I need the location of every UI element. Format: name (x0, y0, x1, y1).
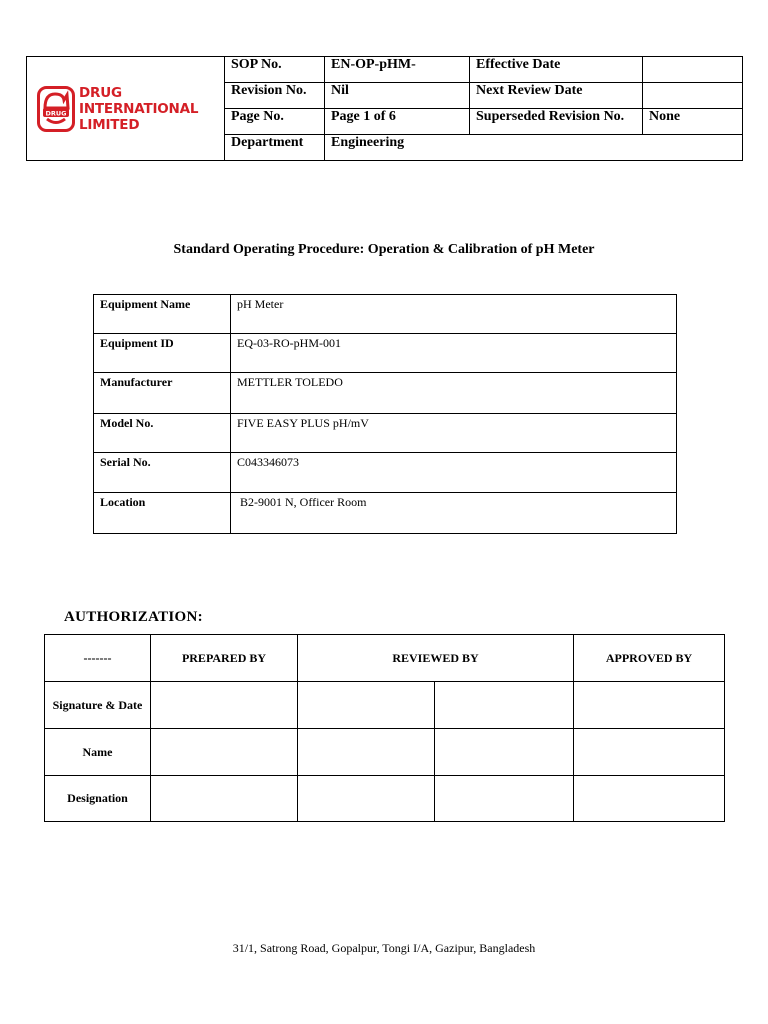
approved-signature-cell[interactable] (574, 682, 725, 729)
designation-label: Designation (45, 776, 151, 822)
prepared-name-cell[interactable] (151, 729, 298, 776)
prepared-signature-cell[interactable] (151, 682, 298, 729)
table-row (94, 414, 677, 453)
effective-date-label: Effective Date (470, 57, 643, 83)
serial-no-value: C043346073 (231, 453, 677, 493)
superseded-revision-label: Superseded Revision No. (470, 109, 643, 135)
table-row (45, 682, 725, 729)
manufacturer-value: METTLER TOLEDO (231, 373, 677, 414)
reviewed-signature-cell-2[interactable] (435, 682, 574, 729)
authorization-table (44, 634, 725, 822)
effective-date-value (643, 57, 743, 83)
location-value: B2-9001 N, Officer Room (231, 493, 677, 534)
reviewed-by-header: REVIEWED BY (298, 635, 574, 682)
name-label: Name (45, 729, 151, 776)
equipment-id-label: Equipment ID (94, 334, 231, 373)
table-row (94, 493, 677, 534)
approved-by-header: APPROVED BY (574, 635, 725, 682)
superseded-revision-value: None (643, 109, 743, 135)
equipment-name-value: pH Meter (231, 295, 677, 334)
table-row (94, 295, 677, 334)
equipment-name-label: Equipment Name (94, 295, 231, 334)
auth-header-placeholder: ------- (45, 635, 151, 682)
approved-name-cell[interactable] (574, 729, 725, 776)
prepared-designation-cell[interactable] (151, 776, 298, 822)
table-row (94, 334, 677, 373)
location-label: Location (94, 493, 231, 534)
logo-cell (27, 57, 225, 161)
table-row (45, 729, 725, 776)
table-row (94, 373, 677, 414)
logo-line-2: INTERNATIONAL (79, 100, 199, 117)
logo-line-1: DRUG (79, 84, 122, 101)
company-logo-icon (37, 86, 75, 132)
sop-no-label: SOP No. (225, 57, 325, 83)
signature-date-label: Signature & Date (45, 682, 151, 729)
equipment-table (93, 294, 677, 534)
equipment-id-value: EQ-03-RO-pHM-001 (231, 334, 677, 373)
reviewed-designation-cell-2[interactable] (435, 776, 574, 822)
sop-header-table (26, 56, 743, 161)
approved-designation-cell[interactable] (574, 776, 725, 822)
sop-no-value: EN-OP-pHM- (325, 57, 470, 83)
table-row (45, 776, 725, 822)
reviewed-name-cell-2[interactable] (435, 729, 574, 776)
document-title: Standard Operating Procedure: Operation & Calibration of pH Meter (173, 242, 595, 257)
reviewed-designation-cell-1[interactable] (298, 776, 435, 822)
table-row (45, 635, 725, 682)
serial-no-label: Serial No. (94, 453, 231, 493)
next-review-date-label: Next Review Date (470, 83, 643, 109)
department-label: Department (225, 135, 325, 161)
table-row (94, 453, 677, 493)
page-no-label: Page No. (225, 109, 325, 135)
revision-no-value: Nil (325, 83, 470, 109)
page-no-value: Page 1 of 6 (325, 109, 470, 135)
authorization-heading: AUTHORIZATION: (64, 609, 203, 625)
company-name (79, 85, 198, 133)
model-no-value: FIVE EASY PLUS pH/mV (231, 414, 677, 453)
manufacturer-label: Manufacturer (94, 373, 231, 414)
model-no-label: Model No. (94, 414, 231, 453)
reviewed-signature-cell-1[interactable] (298, 682, 435, 729)
prepared-by-header: PREPARED BY (151, 635, 298, 682)
logo-emblem-text: DRUG (45, 109, 67, 117)
reviewed-name-cell-1[interactable] (298, 729, 435, 776)
department-value: Engineering (325, 135, 743, 161)
next-review-date-value (643, 83, 743, 109)
logo-line-3: LIMITED (79, 116, 140, 133)
footer-address: 31/1, Satrong Road, Gopalpur, Tongi I/A, Gazipur, Bangladesh (232, 941, 536, 955)
revision-no-label: Revision No. (225, 83, 325, 109)
